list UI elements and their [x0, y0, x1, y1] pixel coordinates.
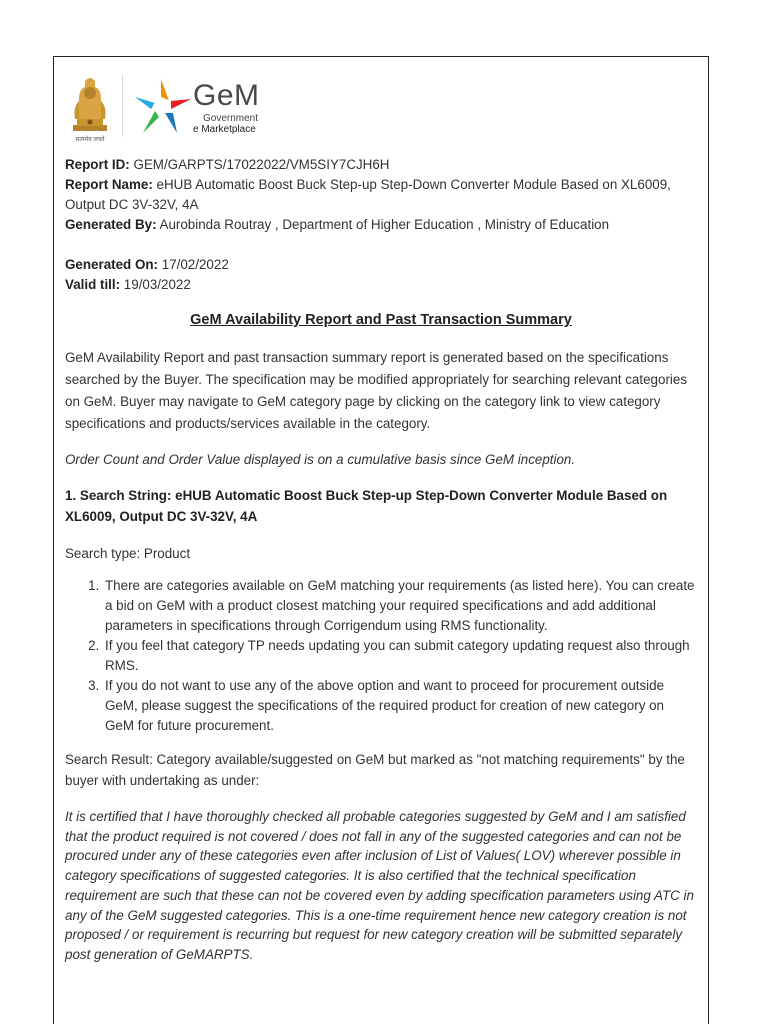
- report-id-row: [65, 155, 695, 175]
- search-type: Search type: Product: [65, 546, 191, 561]
- list-item: 1. There are categories available on GeM matching your requirements (as listed here). You can create a bid on GeM with a product closest matching your required specifications and add additional parameters in specifications through Corrigendum using RMS functionality.: [103, 576, 695, 636]
- section-title: GeM Availability Report and Past Transaction Summary: [190, 312, 572, 328]
- national-emblem-icon: [65, 71, 115, 143]
- report-page: [53, 56, 709, 1024]
- report-name-value: eHUB Automatic Boost Buck Step-up Step-Down Converter Module Based on XL6009, Output DC 3V-32V, 4A: [65, 177, 671, 212]
- report-meta: [65, 155, 695, 295]
- options-list: [65, 576, 695, 736]
- search-result: Search Result: Category available/suggested on GeM but marked as "not matching requirements" by the buyer with undertaking as under:: [65, 752, 685, 788]
- gem-brand-name: GeM: [193, 79, 260, 112]
- report-name-label: Report Name:: [65, 177, 153, 192]
- generated-on-label: Generated On:: [65, 257, 159, 272]
- order-note: Order Count and Order Value displayed is on a cumulative basis since GeM inception.: [65, 452, 576, 467]
- gem-star-logo-icon: [131, 75, 195, 139]
- generated-by-value: Aurobinda Routray , Department of Higher Education , Ministry of Education: [159, 217, 610, 232]
- gem-brand-line2: e Marketplace: [193, 124, 256, 135]
- list-item: 2. If you feel that category TP needs updating you can submit category updating request also through RMS.: [103, 636, 695, 676]
- generated-on-row: [65, 255, 695, 275]
- emblem-caption: सत्यमेव जयते: [75, 137, 105, 143]
- header-logos: [65, 67, 365, 147]
- search-string: 1. Search String: eHUB Automatic Boost Buck Step-up Step-Down Converter Module Based on XL6009, Output DC 3V-32V, 4A: [65, 488, 668, 524]
- generated-by-row: [65, 215, 695, 235]
- list-item: 3. If you do not want to use any of the above option and want to proceed for procurement outside GeM, please suggest the specifications of the required product for creation of new category on GeM for future procurement.: [103, 676, 695, 736]
- report-id-label: Report ID:: [65, 157, 130, 172]
- generated-on-value: 17/02/2022: [161, 257, 229, 272]
- valid-till-value: 19/03/2022: [123, 277, 191, 292]
- valid-till-label: Valid till:: [65, 277, 121, 292]
- intro-paragraph: GeM Availability Report and past transaction summary report is generated based on the specifications searched by the Buyer. The specification may be modified appropriately for searching relevant categories on GeM. Buyer may navigate to GeM category page by clicking on the category link to view category specifications and products/services available in the category.: [65, 350, 688, 431]
- valid-till-row: [65, 275, 695, 295]
- generated-by-label: Generated By:: [65, 217, 157, 232]
- meta-spacer: [65, 235, 695, 255]
- undertaking-text: It is certified that I have thoroughly checked all probable categories suggested by GeM and I am satisfied that the product required is not covered / does not fall in any of the suggested categories and can not be procured under any of these categories even after inclusion of List of Values( LOV) wherever possible in category specifications of suggested categories. It is also certified that the technical specification requirement are such that these can not be covered even by adding specification parameters using ATC in any of the GeM suggested categories. This is a one-time requirement hence new category creation is not proposed / or requirement is recurring but request for new category creation will be submitted separately post generation of GeMARPTS.: [65, 809, 694, 962]
- logo-divider: [122, 75, 123, 137]
- report-name-row: [65, 175, 695, 215]
- report-id-value: GEM/GARPTS/17022022/VM5SIY7CJH6H: [133, 157, 390, 172]
- gem-brand-line1: Government: [203, 113, 259, 124]
